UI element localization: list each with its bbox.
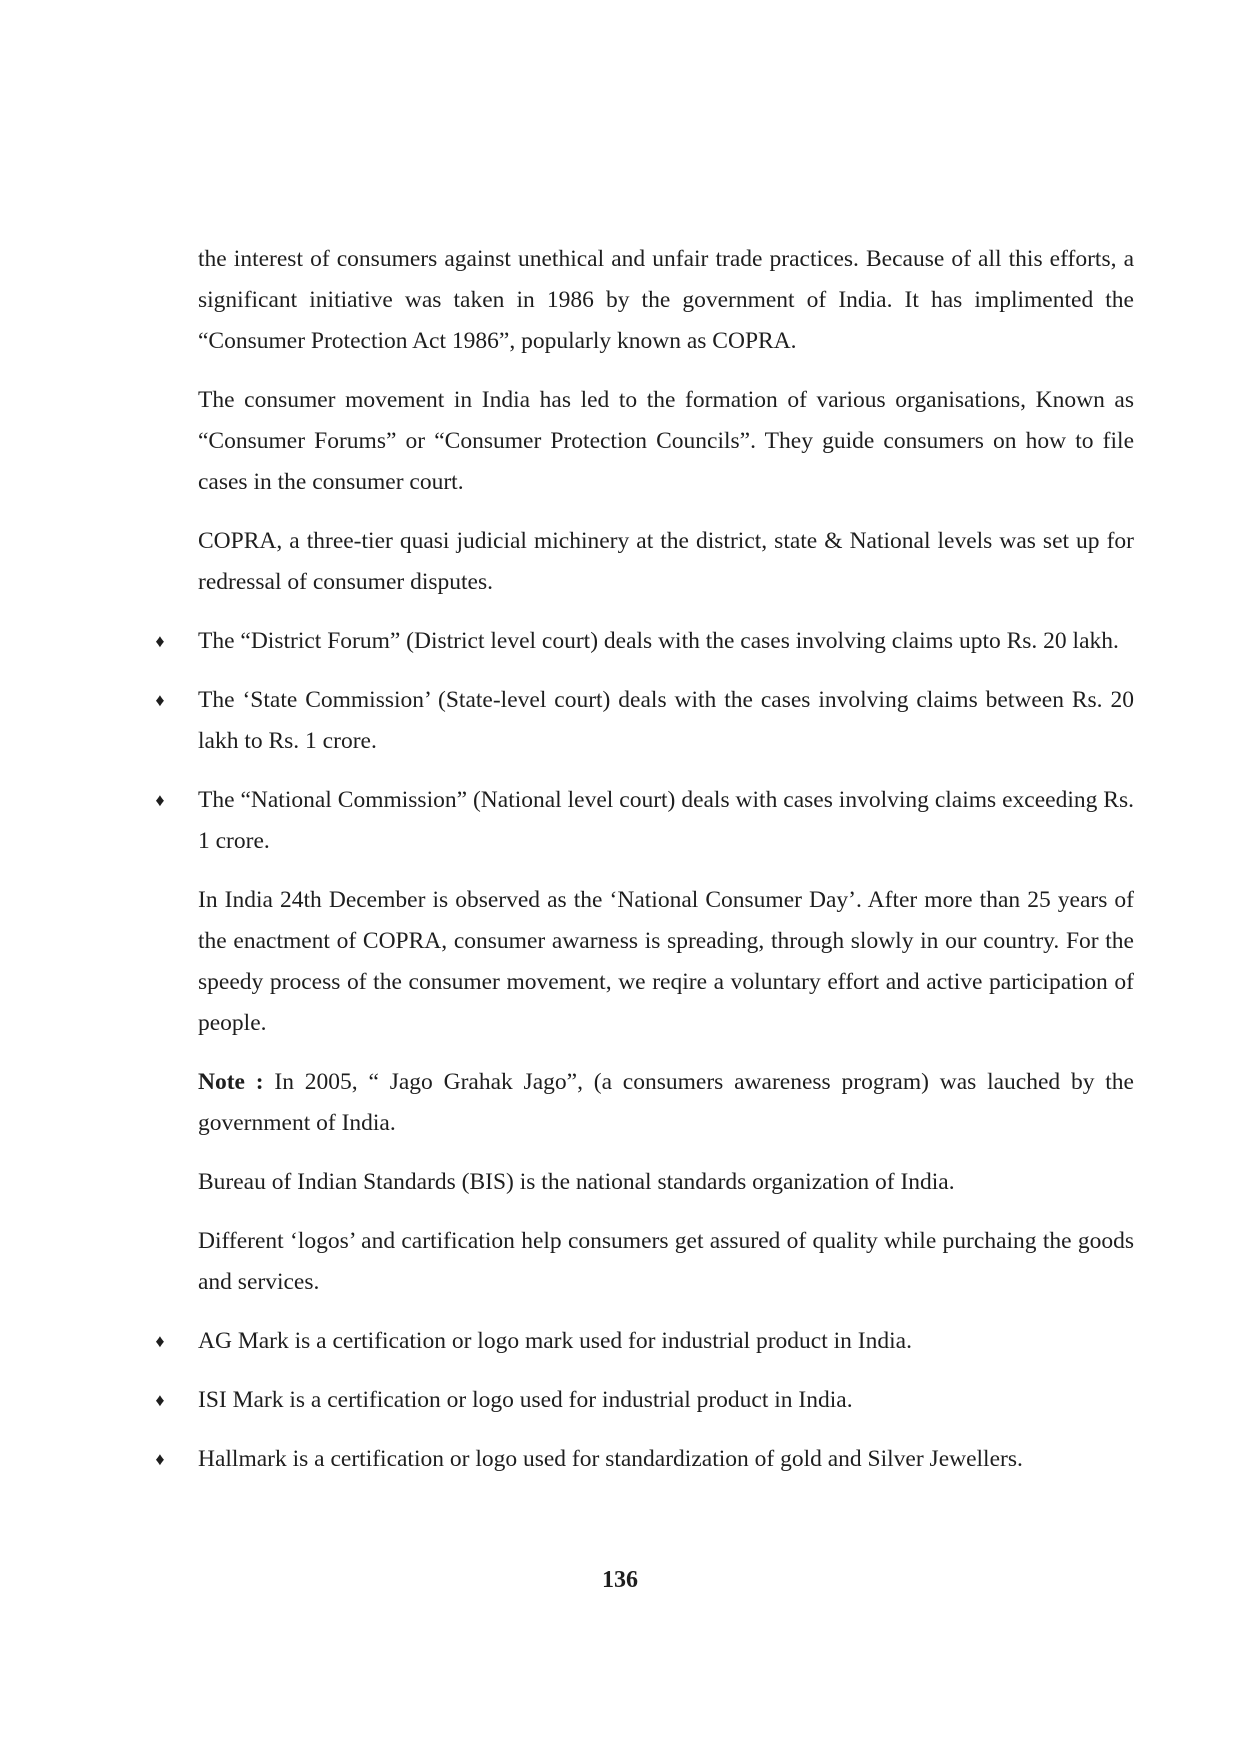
paragraph-three-tier: COPRA, a three-tier quasi judicial michinery at the district, state & National levels was set up for redressal of consumer disputes. — [198, 528, 1134, 595]
diamond-bullet-icon: ♦ — [155, 1449, 165, 1469]
diamond-bullet-icon: ♦ — [155, 790, 165, 810]
paragraph-copra-intro: the interest of consumers against unethical and unfair trade practices. Because of all this efforts, a significant initiative was taken in 1986 by the government of India. It has implimented the “Consumer Protection Act 1986”, popularly known as COPRA. — [198, 246, 1134, 354]
bullet-text: The “National Commission” (National level court) deals with cases involving claims exceeding Rs. 1 crore. — [198, 787, 1134, 854]
diamond-bullet-icon: ♦ — [155, 631, 165, 651]
diamond-bullet-icon: ♦ — [155, 690, 165, 710]
bullet-text: The ‘State Commission’ (State-level court) deals with the cases involving claims between Rs. 20 lakh to Rs. 1 crore. — [198, 687, 1134, 754]
bullet-text: AG Mark is a certification or logo mark used for industrial product in India. — [198, 1328, 912, 1354]
list-item-hallmark — [155, 1439, 1134, 1480]
paragraph-national-consumer-day: In India 24th December is observed as the ‘National Consumer Day’. After more than 25 years of the enactment of COPRA, consumer awarness is spreading, through slowly in our country. For the speedy process of the consumer movement, we reqire a voluntary effort and active participation of people. — [198, 887, 1134, 1036]
diamond-bullet-icon: ♦ — [155, 1390, 165, 1410]
note-paragraph — [198, 1062, 1134, 1144]
note-text: In 2005, “ Jago Grahak Jago”, (a consumers awareness program) was lauched by the government of India. — [198, 1069, 1134, 1136]
list-item-national-commission — [155, 780, 1134, 862]
list-item-state-commission — [155, 680, 1134, 762]
list-item-ag-mark — [155, 1321, 1134, 1362]
list-item-isi-mark — [155, 1380, 1134, 1421]
note-label: Note : — [198, 1069, 264, 1095]
diamond-bullet-icon: ♦ — [155, 1331, 165, 1351]
page-body — [155, 239, 1134, 1498]
bullet-text: The “District Forum” (District level court) deals with the cases involving claims upto Rs. 20 lakh. — [198, 628, 1119, 654]
bullet-text: ISI Mark is a certification or logo used for industrial product in India. — [198, 1387, 853, 1413]
page-number: 136 — [602, 1567, 638, 1593]
list-item-district-forum — [155, 621, 1134, 662]
paragraph-consumer-forums: The consumer movement in India has led to the formation of various organisations, Known as “Consumer Forums” or “Consumer Protection Councils”. They guide consumers on how to file cases in the consumer court. — [198, 387, 1134, 495]
paragraph-bis: Bureau of Indian Standards (BIS) is the national standards organization of India. — [198, 1169, 955, 1195]
paragraph-logos: Different ‘logos’ and cartification help consumers get assured of quality while purchaing the goods and services. — [198, 1228, 1134, 1295]
bullet-text: Hallmark is a certification or logo used for standardization of gold and Silver Jewellers. — [198, 1446, 1023, 1472]
